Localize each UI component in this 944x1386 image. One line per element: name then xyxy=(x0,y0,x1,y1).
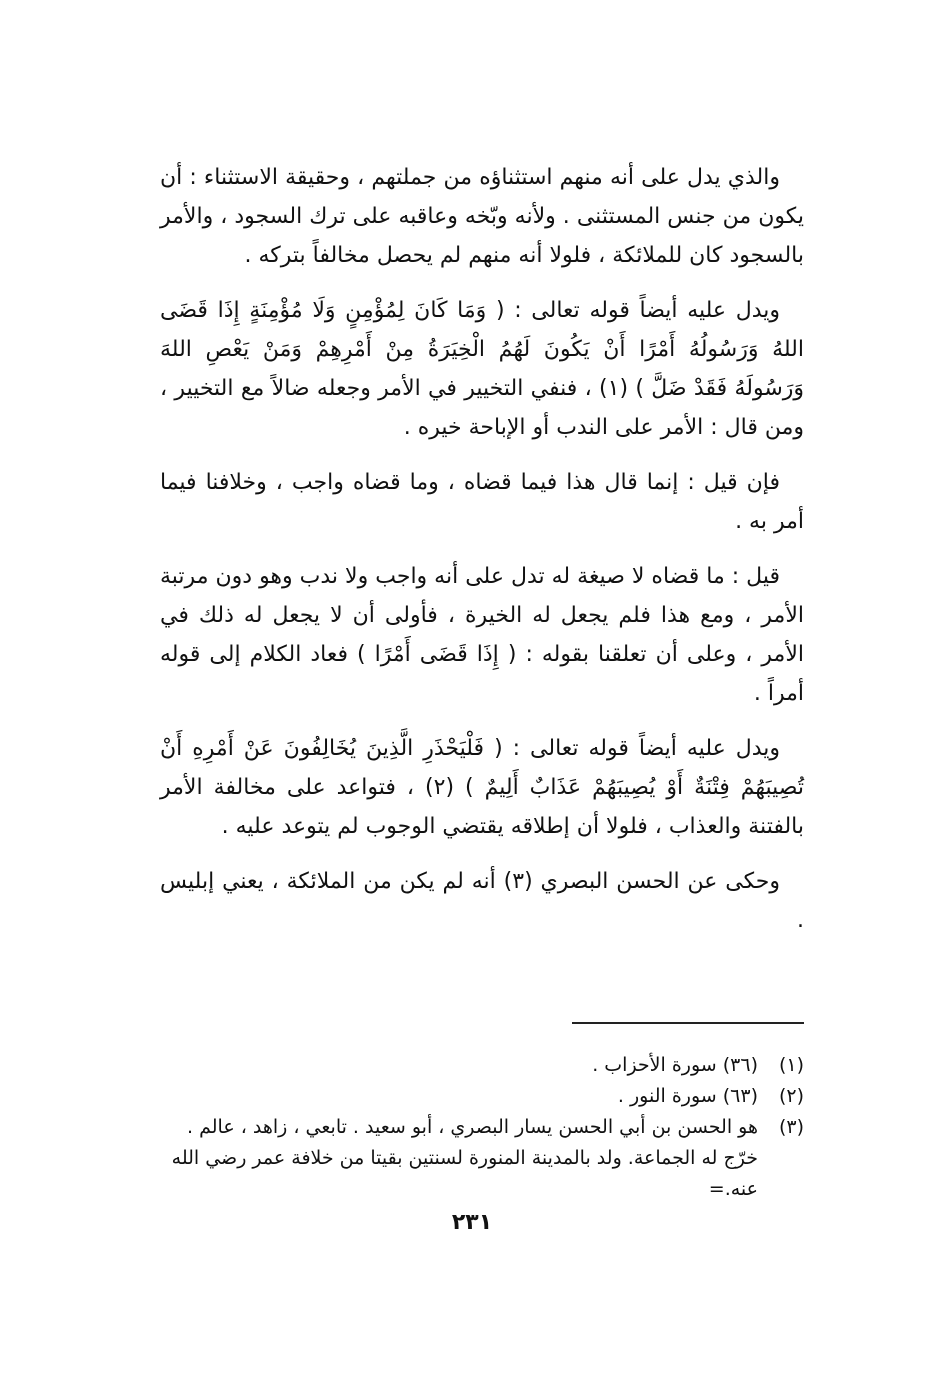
paragraph: قيل : ما قضاه لا صيغة له تدل على أنه واجب ولا ندب وهو دون مرتبة الأمر ، ومع هذا فلم يجعل له الخيرة ، فأولى أن لا يجعل له ذلك في الأمر ، وعلى أن تعلقنا بقوله : ( إِذَا قَضَى أَمْرًا ) فعاد الكلام إلى قوله أمراً . xyxy=(160,564,804,706)
footnote-text: (٦٣) سورة النور . xyxy=(617,1085,758,1107)
paragraph: ويدل عليه أيضاً قوله تعالى : ( فَلْيَحْذَرِ الَّذِينَ يُخَالِفُونَ عَنْ أَمْرِهِ أَنْ تُصِيبَهُمْ فِتْنَةٌ أَوْ يُصِيبَهُمْ عَذَابٌ أَلِيمٌ ) (٢) ، فتواعد على مخالفة الأمر بالفتنة والعذاب ، فلولا أن إطلاقه يقتضي الوجوب لم يتوعد عليه . xyxy=(160,736,804,839)
footnotes xyxy=(160,1050,804,1205)
footnote-number: (٣) xyxy=(778,1116,804,1138)
footnote-separator xyxy=(572,1022,804,1024)
footnote-number: (٢) xyxy=(778,1085,804,1107)
paragraph: وحكى عن الحسن البصري (٣) أنه لم يكن من الملائكة ، يعني إبليس . xyxy=(160,869,804,933)
footnote xyxy=(160,1112,804,1205)
footnote xyxy=(160,1081,804,1112)
paragraph: ويدل عليه أيضاً قوله تعالى : ( وَمَا كَانَ لِمُؤْمِنٍ وَلَا مُؤْمِنَةٍ إِذَا قَضَى اللهُ وَرَسُولُهُ أَمْرًا أَنْ يَكُونَ لَهُمُ الْخِيَرَةُ مِنْ أَمْرِهِمْ وَمَنْ يَعْصِ اللهَ وَرَسُولَهُ فَقَدْ ضَلَّ ) (١) ، فنفي التخيير في الأمر وجعله ضالاً مع التخيير ، ومن قال : الأمر على الندب أو الإباحة خيره . xyxy=(160,298,804,440)
footnote-text: (٣٦) سورة الأحزاب . xyxy=(592,1054,758,1076)
page-number: ٢٣١ xyxy=(451,1210,493,1235)
footnote xyxy=(160,1050,804,1081)
footnote-number: (١) xyxy=(778,1054,804,1076)
paragraph: فإن قيل : إنما قال هذا فيما قضاه ، وما قضاه واجب ، وخلافنا فيما أمر به . xyxy=(160,470,804,534)
body-text xyxy=(160,158,804,956)
paragraph: والذي يدل على أنه منهم استثناؤه من جملتهم ، وحقيقة الاستثناء : أن يكون من جنس المستثنى . ولأنه وبّخه وعاقبه على ترك السجود ، والأمر بالسجود كان للملائكة ، فلولا أنه منهم لم يحصل مخالفاً بتركه . xyxy=(160,165,804,268)
footnote-text: هو الحسن بن أبي الحسن يسار البصري ، أبو سعيد . تابعي ، زاهد ، عالم . خرّج له الجماعة. ولد بالمدينة المنورة لسنتين بقيتا من خلافة عمر رضي الله عنه.= xyxy=(171,1116,758,1200)
